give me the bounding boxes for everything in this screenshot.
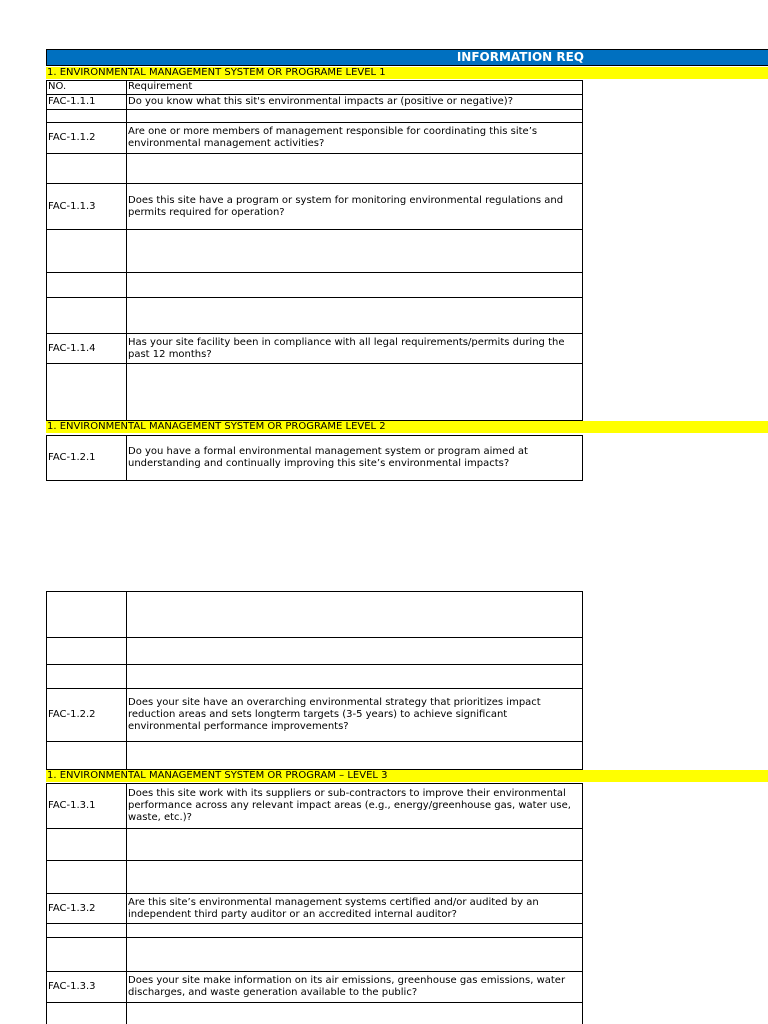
row-req-fac-1-1-4: Has your site facility been in compliance with all legal requirements/permits during the past 12 months?: [126, 333, 583, 364]
table-row-blank: [126, 229, 583, 273]
table-row-blank: [126, 741, 583, 770]
table-row-blank: [46, 591, 127, 638]
row-req-fac-1-2-2: Does your site have an overarching environmental strategy that prioritizes impact reduction areas and sets longterm targets (3-5 years) to achieve significant environmental performance improvements?: [126, 688, 583, 742]
row-req-fac-1-3-2: Are this site’s environmental management systems certified and/or audited by an independent third party auditor or an accredited internal auditor?: [126, 893, 583, 924]
table-row-blank: [46, 1002, 127, 1024]
table-row-blank: [46, 860, 127, 894]
table-row-blank: [46, 923, 127, 938]
table-row-blank: [126, 297, 583, 334]
table-row-blank: [126, 828, 583, 861]
table-row-blank: [46, 741, 127, 770]
header-requirement: Requirement: [126, 80, 583, 95]
row-no-fac-1-3-2: FAC-1.3.2: [46, 893, 127, 924]
section-header-level-1: 1. ENVIRONMENTAL MANAGEMENT SYSTEM OR PROGRAME LEVEL 1: [46, 67, 768, 79]
table-row-blank: [126, 860, 583, 894]
row-req-fac-1-1-3: Does this site have a program or system for monitoring environmental regulations and permits required for operation?: [126, 183, 583, 230]
row-no-fac-1-2-1: FAC-1.2.1: [46, 435, 127, 481]
row-req-fac-1-3-3: Does your site make information on its air emissions, greenhouse gas emissions, water discharges, and waste generation available to the public?: [126, 971, 583, 1003]
row-no-fac-1-3-3: FAC-1.3.3: [46, 971, 127, 1003]
table-row-blank: [46, 637, 127, 665]
table-row-blank: [126, 923, 583, 938]
table-row-blank: [46, 297, 127, 334]
table-row-blank: [46, 109, 127, 123]
table-row-blank: [126, 1002, 583, 1024]
table-row-blank: [46, 664, 127, 689]
row-req-fac-1-1-1: Do you know what this sit's environmental impacts ar (positive or negative)?: [126, 94, 583, 110]
row-no-fac-1-1-2: FAC-1.1.2: [46, 122, 127, 154]
section-header-level-3: 1. ENVIRONMENTAL MANAGEMENT SYSTEM OR PROGRAM – LEVEL 3: [46, 770, 768, 782]
table-row-blank: [126, 363, 583, 421]
row-no-fac-1-1-3: FAC-1.1.3: [46, 183, 127, 230]
table-row-blank: [46, 363, 127, 421]
row-req-fac-1-1-2: Are one or more members of management responsible for coordinating this site’s environmental management activities?: [126, 122, 583, 154]
row-req-fac-1-2-1: Do you have a formal environmental management system or program aimed at understanding and continually improving this site’s environmental impacts?: [126, 435, 583, 481]
table-row-blank: [126, 664, 583, 689]
header-no: NO.: [46, 80, 127, 95]
row-no-fac-1-2-2: FAC-1.2.2: [46, 688, 127, 742]
row-no-fac-1-3-1: FAC-1.3.1: [46, 783, 127, 829]
table-row-blank: [126, 109, 583, 123]
table-row-blank: [46, 229, 127, 273]
sheet-title: INFORMATION REQ: [456, 50, 584, 64]
table-row-blank: [46, 937, 127, 972]
row-no-fac-1-1-4: FAC-1.1.4: [46, 333, 127, 364]
table-row-blank: [126, 591, 583, 638]
table-row-blank: [46, 828, 127, 861]
row-no-fac-1-1-1: FAC-1.1.1: [46, 94, 127, 110]
table-row-blank: [126, 272, 583, 298]
section-header-level-2: 1. ENVIRONMENTAL MANAGEMENT SYSTEM OR PROGRAME LEVEL 2: [46, 421, 768, 433]
table-row-blank: [46, 153, 127, 184]
table-row-blank: [46, 272, 127, 298]
table-row-blank: [126, 153, 583, 184]
table-row-blank: [126, 637, 583, 665]
row-req-fac-1-3-1: Does this site work with its suppliers or sub-contractors to improve their environmental performance across any relevant impact areas (e.g., energy/greenhouse gas, water use, waste, etc.)?: [126, 783, 583, 829]
table-row-blank: [126, 937, 583, 972]
